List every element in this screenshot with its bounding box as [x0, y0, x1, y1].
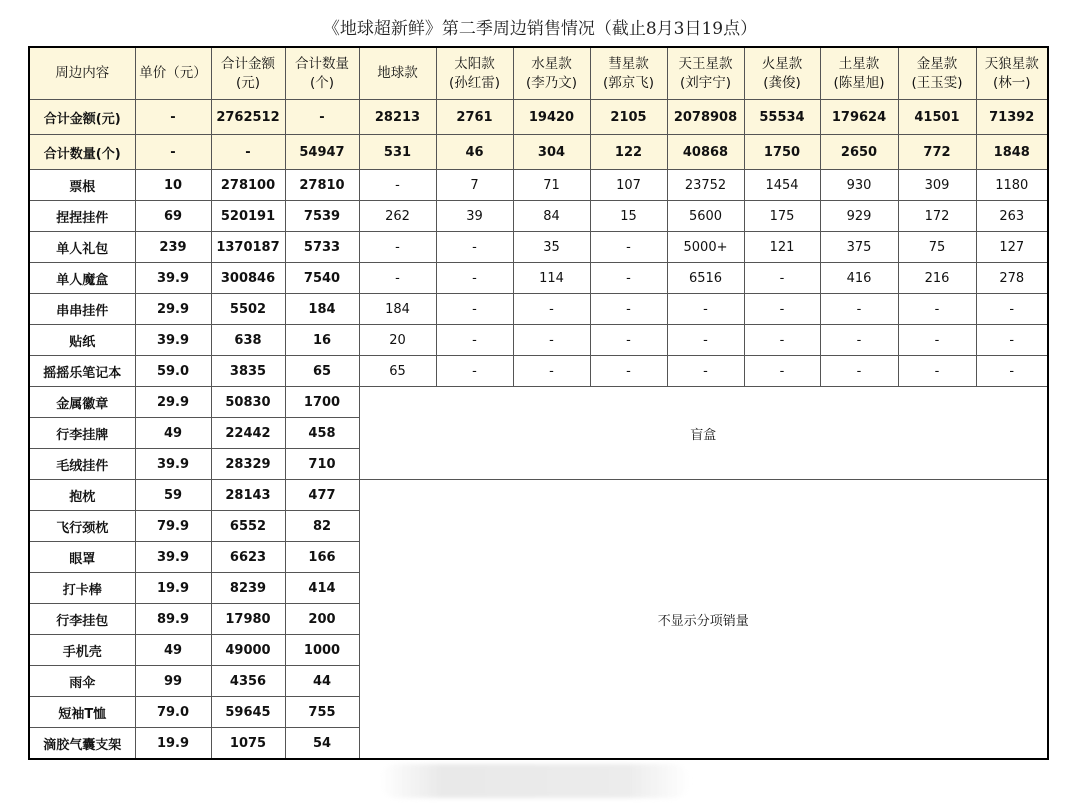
header-variant-7: [898, 47, 976, 100]
item-variant-value: 71: [513, 170, 590, 201]
header-total-amount-line2: (元): [235, 74, 261, 91]
table-row: [29, 232, 1048, 263]
item-variant-value: 184: [359, 294, 436, 325]
item-price: 29.9: [135, 294, 211, 325]
item-name: 单人魔盒: [29, 263, 135, 294]
header-item: 周边内容: [29, 47, 135, 100]
header-total-amount-line1: 合计金额: [221, 55, 275, 72]
header-total-amount: [211, 47, 285, 100]
summary-variant-value: 304: [513, 135, 590, 170]
item-variant-value: -: [976, 294, 1048, 325]
item-price: 19.9: [135, 728, 211, 760]
item-variant-value: -: [976, 356, 1048, 387]
item-qty: 200: [285, 604, 359, 635]
item-amount: 278100: [211, 170, 285, 201]
header-variant-5: [744, 47, 820, 100]
item-variant-value: 1454: [744, 170, 820, 201]
item-variant-value: 375: [820, 232, 898, 263]
item-name: 贴纸: [29, 325, 135, 356]
item-variant-value: 172: [898, 201, 976, 232]
item-qty: 458: [285, 418, 359, 449]
item-name: 雨伞: [29, 666, 135, 697]
header-variant-person: (王玉雯): [911, 74, 963, 91]
sales-table: [28, 46, 1049, 760]
header-variant-8: [976, 47, 1048, 100]
item-price: 59: [135, 480, 211, 511]
header-variant-name: 天王星款: [678, 55, 733, 72]
item-amount: 17980: [211, 604, 285, 635]
header-variant-name: 太阳款: [454, 55, 495, 72]
item-variant-value: -: [667, 356, 744, 387]
header-variant-2: [513, 47, 590, 100]
header-variant-1: [436, 47, 513, 100]
item-qty: 54: [285, 728, 359, 760]
item-qty: 414: [285, 573, 359, 604]
item-variant-value: 5600: [667, 201, 744, 232]
item-qty: 166: [285, 542, 359, 573]
summary-variant-value: 2650: [820, 135, 898, 170]
item-name: 捏捏挂件: [29, 201, 135, 232]
item-variant-value: -: [744, 356, 820, 387]
item-variant-value: -: [513, 356, 590, 387]
summary-variant-value: 772: [898, 135, 976, 170]
item-qty: 44: [285, 666, 359, 697]
item-variant-value: 20: [359, 325, 436, 356]
summary-variant-value: 40868: [667, 135, 744, 170]
item-price: 79.0: [135, 697, 211, 728]
item-amount: 28143: [211, 480, 285, 511]
header-total-qty: [285, 47, 359, 100]
header-variant-4: [667, 47, 744, 100]
item-variant-value: -: [513, 294, 590, 325]
item-price: 10: [135, 170, 211, 201]
item-name: 串串挂件: [29, 294, 135, 325]
summary-variant-value: 2761: [436, 100, 513, 135]
item-variant-value: 84: [513, 201, 590, 232]
item-variant-value: -: [667, 325, 744, 356]
item-amount: 1370187: [211, 232, 285, 263]
item-variant-value: 216: [898, 263, 976, 294]
header-variant-0: [359, 47, 436, 100]
item-price: 49: [135, 418, 211, 449]
item-variant-value: 35: [513, 232, 590, 263]
header-variant-name: 水星款: [531, 55, 572, 72]
item-price: 99: [135, 666, 211, 697]
summary-variant-value: 71392: [976, 100, 1048, 135]
summary-variant-value: 2078908: [667, 100, 744, 135]
header-price: 单价（元）: [135, 47, 211, 100]
item-name: 眼罩: [29, 542, 135, 573]
item-qty: 755: [285, 697, 359, 728]
item-price: 79.9: [135, 511, 211, 542]
summary-price: -: [135, 135, 211, 170]
summary-variant-value: 28213: [359, 100, 436, 135]
item-amount: 22442: [211, 418, 285, 449]
item-amount: 520191: [211, 201, 285, 232]
summary-price: -: [135, 100, 211, 135]
item-price: 29.9: [135, 387, 211, 418]
item-variant-value: 263: [976, 201, 1048, 232]
item-name: 摇摇乐笔记本: [29, 356, 135, 387]
item-qty: 7539: [285, 201, 359, 232]
summary-amount: 2762512: [211, 100, 285, 135]
header-variant-name: 地球款: [377, 65, 418, 81]
item-amount: 49000: [211, 635, 285, 666]
summary-variant-value: 1750: [744, 135, 820, 170]
header-variant-name: 金星款: [916, 55, 958, 72]
item-price: 59.0: [135, 356, 211, 387]
item-name: 毛绒挂件: [29, 449, 135, 480]
table-row: [29, 356, 1048, 387]
item-amount: 50830: [211, 387, 285, 418]
item-name: 行李挂牌: [29, 418, 135, 449]
item-amount: 59645: [211, 697, 285, 728]
item-variant-value: 121: [744, 232, 820, 263]
summary-qty-row: [29, 135, 1048, 170]
item-price: 39.9: [135, 325, 211, 356]
item-variant-value: -: [590, 356, 667, 387]
item-variant-value: -: [820, 356, 898, 387]
header-variant-6: [820, 47, 898, 100]
header-variant-person: (龚俊): [763, 74, 801, 91]
header-variant-person: (林一): [992, 74, 1031, 91]
header-variant-name: 土星款: [838, 55, 880, 72]
item-price: 89.9: [135, 604, 211, 635]
item-qty: 1000: [285, 635, 359, 666]
summary-label: 合计数量(个): [29, 135, 135, 170]
item-amount: 8239: [211, 573, 285, 604]
summary-variant-value: 1848: [976, 135, 1048, 170]
item-amount: 1075: [211, 728, 285, 760]
item-price: 39.9: [135, 542, 211, 573]
item-variant-value: 1180: [976, 170, 1048, 201]
item-price: 39.9: [135, 449, 211, 480]
item-variant-value: -: [436, 356, 513, 387]
item-name: 行李挂包: [29, 604, 135, 635]
item-qty: 184: [285, 294, 359, 325]
header-variant-person: (陈星旭): [833, 74, 885, 91]
header-total-qty-line1: 合计数量: [295, 55, 349, 72]
item-amount: 4356: [211, 666, 285, 697]
item-amount: 5502: [211, 294, 285, 325]
summary-variant-value: 41501: [898, 100, 976, 135]
item-variant-value: 6516: [667, 263, 744, 294]
item-variant-value: -: [744, 325, 820, 356]
summary-amount-row: [29, 100, 1048, 135]
item-name: 票根: [29, 170, 135, 201]
item-variant-value: -: [590, 325, 667, 356]
header-variant-person: (李乃文): [525, 74, 578, 91]
item-amount: 6552: [211, 511, 285, 542]
item-variant-value: 39: [436, 201, 513, 232]
summary-variant-value: 19420: [513, 100, 590, 135]
table-row: [29, 480, 1048, 511]
item-qty: 7540: [285, 263, 359, 294]
summary-variant-value: 531: [359, 135, 436, 170]
header-total-qty-line2: (个): [309, 74, 335, 91]
item-name: 滴胶气囊支架: [29, 728, 135, 760]
header-variant-name: 彗星款: [608, 55, 649, 72]
item-qty: 82: [285, 511, 359, 542]
item-variant-value: 5000+: [667, 232, 744, 263]
item-variant-value: -: [590, 263, 667, 294]
summary-variant-value: 179624: [820, 100, 898, 135]
item-name: 打卡棒: [29, 573, 135, 604]
item-price: 49: [135, 635, 211, 666]
item-variant-value: 107: [590, 170, 667, 201]
table-row: [29, 170, 1048, 201]
item-variant-value: 309: [898, 170, 976, 201]
item-variant-value: 278: [976, 263, 1048, 294]
item-qty: 477: [285, 480, 359, 511]
item-name: 单人礼包: [29, 232, 135, 263]
item-qty: 16: [285, 325, 359, 356]
item-amount: 300846: [211, 263, 285, 294]
item-variant-value: 929: [820, 201, 898, 232]
item-variant-value: 930: [820, 170, 898, 201]
header-variant-3: [590, 47, 667, 100]
item-variant-value: 7: [436, 170, 513, 201]
item-name: 手机壳: [29, 635, 135, 666]
item-variant-value: -: [513, 325, 590, 356]
table-row: [29, 325, 1048, 356]
item-variant-value: -: [436, 294, 513, 325]
item-variant-value: 114: [513, 263, 590, 294]
item-variant-value: -: [976, 325, 1048, 356]
item-variant-value: -: [590, 294, 667, 325]
header-variant-person: (孙红雷): [448, 74, 501, 91]
item-variant-value: -: [436, 232, 513, 263]
item-variant-value: 416: [820, 263, 898, 294]
item-variant-value: -: [436, 263, 513, 294]
item-qty: 5733: [285, 232, 359, 263]
table-row: [29, 201, 1048, 232]
item-variant-value: 15: [590, 201, 667, 232]
item-variant-value: -: [590, 232, 667, 263]
summary-variant-value: 2105: [590, 100, 667, 135]
table-body: [29, 47, 1048, 759]
item-variant-value: 175: [744, 201, 820, 232]
summary-amount: -: [211, 135, 285, 170]
item-qty: 27810: [285, 170, 359, 201]
summary-label: 合计金额(元): [29, 100, 135, 135]
item-variant-value: 65: [359, 356, 436, 387]
item-price: 239: [135, 232, 211, 263]
header-row: [29, 47, 1048, 100]
item-price: 39.9: [135, 263, 211, 294]
item-variant-value: -: [436, 325, 513, 356]
header-variant-name: 天狼星款: [984, 55, 1039, 72]
item-variant-value: -: [898, 356, 976, 387]
summary-variant-value: 55534: [744, 100, 820, 135]
summary-qty: 54947: [285, 135, 359, 170]
item-variant-value: -: [667, 294, 744, 325]
page-title: 《地球超新鲜》第二季周边销售情况（截止8月3日19点）: [322, 19, 758, 39]
item-variant-value: -: [898, 294, 976, 325]
item-name: 金属徽章: [29, 387, 135, 418]
item-variant-value: -: [820, 325, 898, 356]
item-variant-value: -: [359, 263, 436, 294]
table-row: [29, 387, 1048, 418]
item-amount: 6623: [211, 542, 285, 573]
item-amount: 638: [211, 325, 285, 356]
item-variant-value: -: [820, 294, 898, 325]
header-variant-person: (郭京飞): [602, 74, 655, 91]
header-variant-person: (刘宇宁): [679, 74, 732, 91]
item-name: 短袖T恤: [29, 697, 135, 728]
item-variant-value: -: [898, 325, 976, 356]
item-variant-value: 127: [976, 232, 1048, 263]
blind-box-note: 盲盒: [359, 387, 1048, 480]
item-variant-value: 75: [898, 232, 976, 263]
item-name: 抱枕: [29, 480, 135, 511]
item-variant-value: -: [359, 170, 436, 201]
item-qty: 1700: [285, 387, 359, 418]
item-variant-value: 23752: [667, 170, 744, 201]
item-price: 69: [135, 201, 211, 232]
header-variant-name: 火星款: [761, 55, 803, 72]
table-row: [29, 294, 1048, 325]
item-price: 19.9: [135, 573, 211, 604]
item-amount: 3835: [211, 356, 285, 387]
item-qty: 710: [285, 449, 359, 480]
item-variant-value: 262: [359, 201, 436, 232]
table-row: [29, 263, 1048, 294]
no-breakdown-note: 不显示分项销量: [359, 480, 1048, 760]
item-variant-value: -: [744, 263, 820, 294]
item-variant-value: -: [744, 294, 820, 325]
watermark-blur: [380, 764, 690, 798]
item-name: 飞行颈枕: [29, 511, 135, 542]
item-amount: 28329: [211, 449, 285, 480]
summary-variant-value: 122: [590, 135, 667, 170]
summary-variant-value: 46: [436, 135, 513, 170]
item-variant-value: -: [359, 232, 436, 263]
summary-qty: -: [285, 100, 359, 135]
item-qty: 65: [285, 356, 359, 387]
